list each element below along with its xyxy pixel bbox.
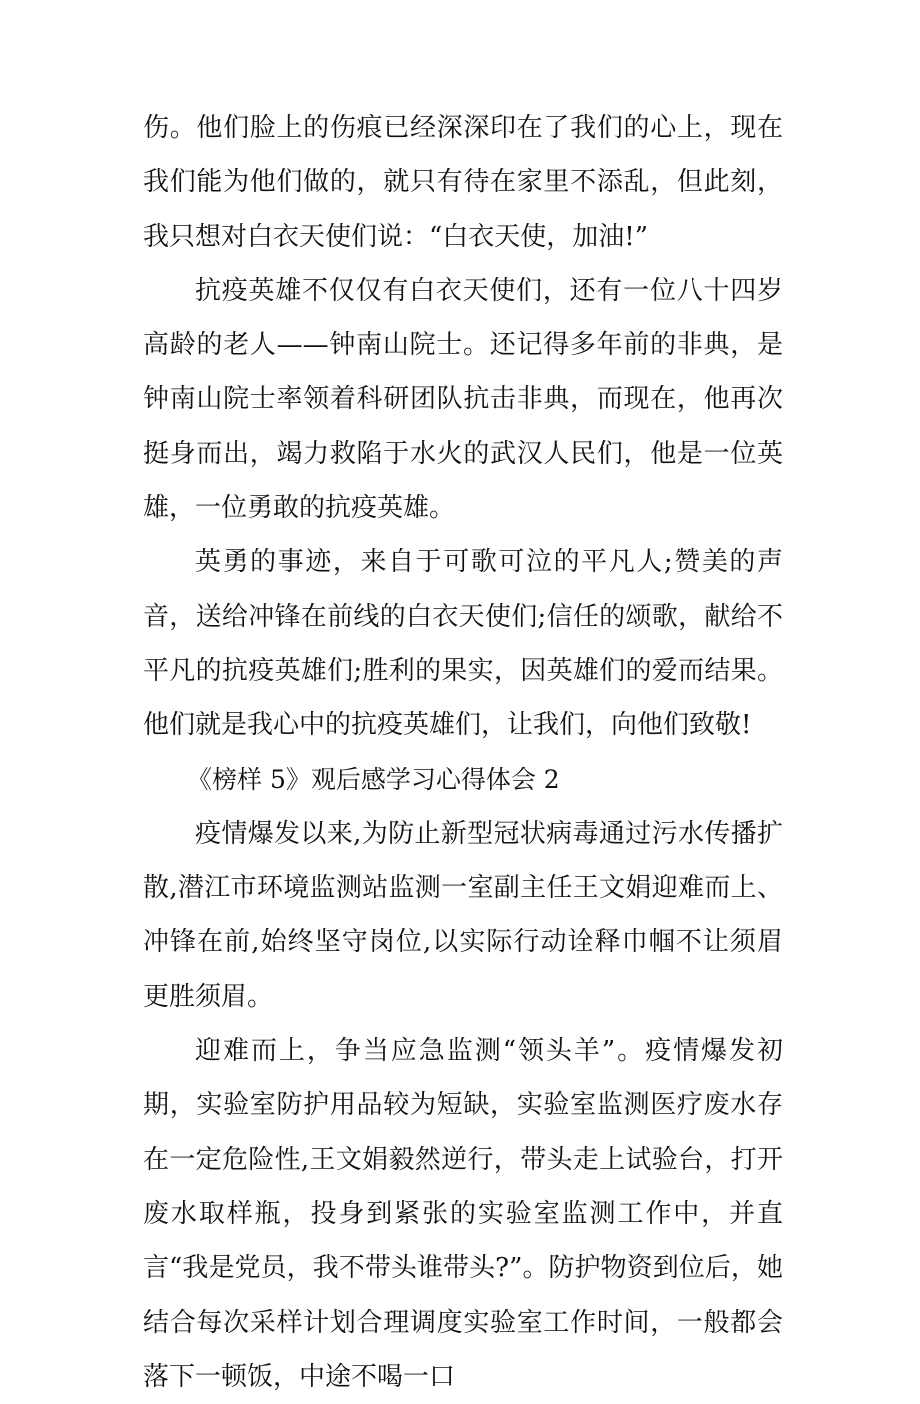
- paragraph-emergency-monitoring: 迎难而上，争当应急监测“领头羊”。疫情爆发初期，实验室防护用品较为短缺，实验室监测医疗废水存在一定危险性,王文娟毅然逆行，带头走上试验台，打开废水取样瓶，投身到紧张的实验室监测工作中，并直言“我是党员，我不带头谁带头?”。防护物资到位后，她结合每次采样计划合理调度实验室工作时间，一般都会落下一顿饭，中途不喝一口: [143, 1036, 783, 1392]
- section-title: 《榜样 5》观后感学习心得体会 2: [187, 764, 560, 794]
- document-body: [143, 101, 783, 1404]
- paragraph-tribute: 英勇的事迹，来自于可歌可泣的平凡人;赞美的声音，送给冲锋在前线的白衣天使们;信任的颂歌，献给不平凡的抗疫英雄们;胜利的果实，因英雄们的爱而结果。他们就是我心中的抗疫英雄们，让我们，向他们致敬!: [143, 547, 783, 741]
- paragraph-zhong-nanshan: 抗疫英雄不仅仅有白衣天使们，还有一位八十四岁高龄的老人——钟南山院士。还记得多年前的非典，是钟南山院士率领着科研团队抗击非典，而现在，他再次挺身而出，竭力救陷于水火的武汉人民们，他是一位英雄，一位勇敢的抗疫英雄。: [143, 275, 783, 524]
- paragraph-continuation: 伤。他们脸上的伤痕已经深深印在了我们的心上，现在我们能为他们做的，就只有待在家里不添乱，但此刻，我只想对白衣天使们说：“白衣天使，加油!”: [143, 113, 783, 252]
- paragraph-outbreak: 疫情爆发以来,为防止新型冠状病毒通过污水传播扩散,潜江市环境监测站监测一室副主任王文娟迎难而上、冲锋在前,始终坚守岗位,以实际行动诠释巾帼不让须眉更胜须眉。: [143, 818, 783, 1012]
